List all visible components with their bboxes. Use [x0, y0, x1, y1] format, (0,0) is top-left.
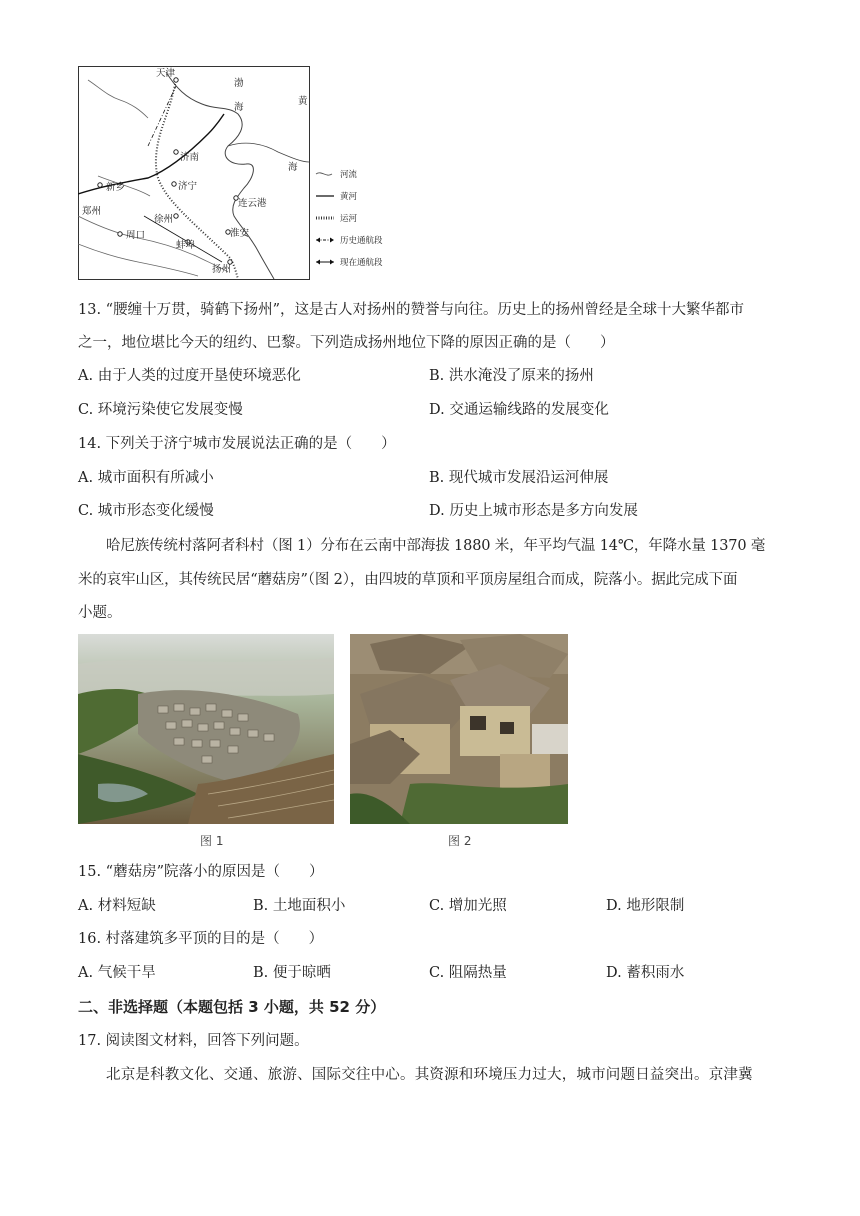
q16-stem: 16. 村落建筑多平顶的目的是（ ） — [78, 931, 324, 947]
map-label-zhengzhou: 郑州 — [82, 206, 102, 217]
figure1-caption: 图 1 — [200, 834, 224, 848]
map-label-jinan: 济南 — [180, 152, 200, 163]
map-sea-bo: 渤 — [234, 78, 244, 89]
q15-option-c[interactable]: C. 增加光照 — [429, 898, 507, 914]
map-label-yangzhou: 扬州 — [212, 264, 232, 275]
q13-option-a[interactable]: A. 由于人类的过度开垦使环境恶化 — [78, 368, 301, 384]
q15-option-d[interactable]: D. 地形限制 — [606, 898, 685, 914]
q16-option-d[interactable]: D. 蓄积雨水 — [606, 965, 685, 981]
map-label-zhoukou: 周口 — [126, 230, 146, 241]
map-legend — [316, 169, 383, 268]
canal-map-figure — [78, 66, 402, 280]
intro-line3: 小题。 — [78, 605, 122, 621]
map-sea-huang: 黄 — [298, 96, 308, 107]
legend-historical: 历史通航段 — [340, 236, 383, 246]
q15-option-a[interactable]: A. 材料短缺 — [78, 898, 156, 914]
figure2-caption: 图 2 — [448, 834, 472, 848]
map-sea-hai1: 海 — [234, 102, 244, 113]
q17-material: 北京是科教文化、交通、旅游、国际交往中心。其资源和环境压力过大，城市问题日益突出。京津冀 — [106, 1067, 753, 1083]
q14-option-b[interactable]: B. 现代城市发展沿运河伸展 — [429, 470, 609, 486]
section-heading: 二、非选择题（本题包括 3 小题，共 52 分） — [78, 998, 386, 1016]
map-label-huaian: 淮安 — [230, 228, 250, 239]
q13-stem-line2: 之一，地位堪比今天的纽约、巴黎。下列造成扬州地位下降的原因正确的是（ ） — [78, 335, 615, 351]
map-label-lianyungang: 连云港 — [238, 198, 267, 209]
q17-stem: 17. 阅读图文材料，回答下列问题。 — [78, 1033, 309, 1049]
village-aerial-photo — [78, 634, 334, 824]
q16-option-b[interactable]: B. 便于晾晒 — [253, 965, 331, 981]
q13-option-d[interactable]: D. 交通运输线路的发展变化 — [429, 402, 609, 418]
legend-canal: 运河 — [340, 214, 358, 224]
legend-yellow-river: 黄河 — [340, 192, 358, 202]
mushroom-house-photo — [350, 634, 568, 824]
intro-line1: 哈尼族传统村落阿者科村（图 1）分布在云南中部海拔 1880 米，年平均气温 14℃，年降水量 1370 毫 — [106, 538, 766, 554]
q16-option-a[interactable]: A. 气候干旱 — [78, 965, 156, 981]
q15-stem: 15. “蘑菇房”院落小的原因是（ ） — [78, 864, 324, 880]
intro-line2: 米的哀牢山区，其传统民居“蘑菇房”（图 2），由四坡的草顶和平顶房屋组合而成，院落小。据此完成下面 — [78, 572, 738, 588]
q14-options-row1 — [78, 468, 798, 488]
map-label-tianjin: 天津 — [156, 68, 176, 79]
map-label-jining: 济宁 — [178, 181, 198, 192]
map-sea-hai2: 海 — [288, 162, 298, 173]
q14-option-a[interactable]: A. 城市面积有所减小 — [78, 470, 214, 486]
q14-stem: 14. 下列关于济宁城市发展说法正确的是（ ） — [78, 436, 396, 452]
canal-map — [78, 66, 402, 280]
legend-river: 河流 — [340, 170, 358, 180]
q14-option-d[interactable]: D. 历史上城市形态是多方向发展 — [429, 503, 638, 519]
q13-option-c[interactable]: C. 环境污染使它发展变慢 — [78, 402, 243, 418]
map-label-xinxiang: 新乡 — [106, 182, 126, 193]
q14-options-row2 — [78, 501, 798, 521]
q13-options-row2 — [78, 400, 798, 420]
q16-options — [78, 963, 798, 983]
q13-option-b[interactable]: B. 洪水淹没了原来的扬州 — [429, 368, 594, 384]
q13-options-row1 — [78, 366, 798, 386]
q16-option-c[interactable]: C. 阻隔热量 — [429, 965, 507, 981]
q15-options — [78, 896, 798, 916]
q13-stem-line1: 13. “腰缠十万贯，骑鹤下扬州”，这是古人对扬州的赞誉与向往。历史上的扬州曾经是全球十大繁华都市 — [78, 302, 744, 318]
q15-option-b[interactable]: B. 土地面积小 — [253, 898, 346, 914]
legend-current: 现在通航段 — [340, 258, 383, 268]
map-label-bengbu: 蚌埠 — [176, 240, 196, 251]
map-label-xuzhou: 徐州 — [154, 214, 174, 225]
q14-option-c[interactable]: C. 城市形态变化缓慢 — [78, 503, 214, 519]
